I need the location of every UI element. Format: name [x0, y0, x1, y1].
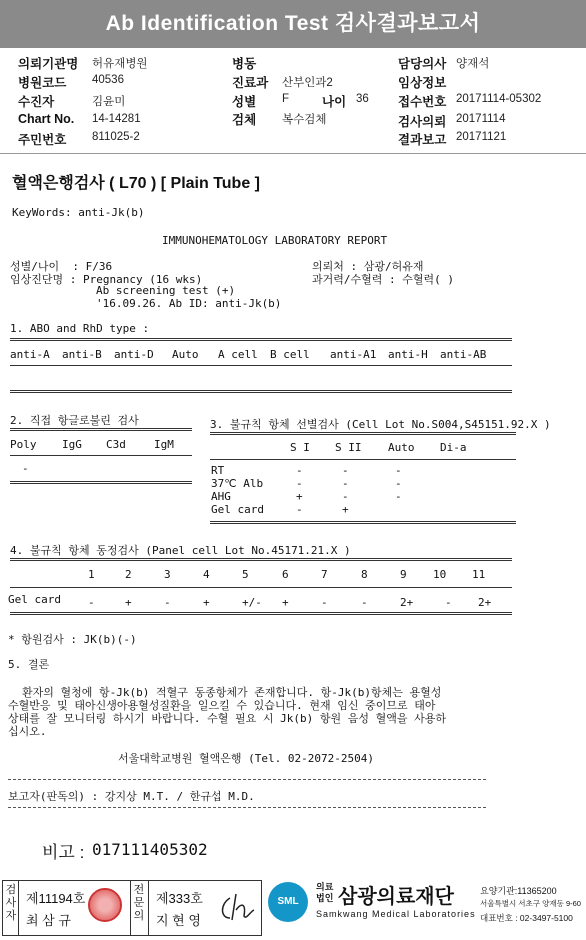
screen-row-label: 37℃ Alb: [211, 477, 264, 490]
inspector-label: 검사자: [5, 884, 17, 922]
divider: [10, 428, 192, 431]
panel-title: 4. 불규칙 항체 동정검사 (Panel cell Lot No.45171.21.X ): [10, 544, 351, 557]
screen-row-cell: -: [342, 490, 349, 503]
ab-id-line: '16.09.26. Ab ID: anti-Jk(b): [96, 297, 282, 310]
age-value: 36: [356, 93, 369, 105]
panel-header-cell: 1: [88, 568, 95, 581]
screen-header-cell: S I: [290, 441, 310, 454]
ab-screen-line: Ab screening test (+): [96, 284, 236, 297]
history-line: 과거력/수혈력 : 수혈력( ): [312, 273, 454, 286]
screen-row-cell: -: [395, 477, 402, 490]
resident-label: 주민번호: [18, 133, 67, 147]
panel-value-cell: -: [321, 596, 328, 609]
ward-label: 병동: [232, 57, 257, 71]
seal-icon: [88, 888, 122, 922]
specimen-value: 복수검체: [282, 114, 327, 126]
specialist-name: 지 현 영: [156, 913, 201, 928]
conclusion-line: 수혈반응 및 태아신생아용혈성질환을 일으킬 수 있습니다. 현재 임신 중이므로 태아: [8, 699, 436, 712]
conclusion-line: 십시오.: [8, 725, 47, 738]
specialist-no: 제333호: [156, 891, 203, 906]
keywords: KeyWords: anti-Jk(b): [12, 206, 145, 219]
sml-logo-icon: SML: [268, 882, 308, 922]
abo-header-cell: anti-H: [388, 348, 428, 361]
dat-value: -: [22, 462, 29, 475]
panel-value-cell: +/-: [242, 596, 262, 609]
panel-value-cell: +: [282, 596, 289, 609]
abo-header-cell: anti-D: [114, 348, 154, 361]
panel-header-cell: 7: [321, 568, 328, 581]
divider: [130, 880, 131, 936]
screen-row-label: RT: [211, 464, 225, 477]
resident-value: 811025-2: [92, 131, 140, 143]
footer: [0, 878, 586, 940]
divider: [210, 432, 516, 435]
dept-label: 진료과: [232, 76, 269, 90]
conclusion-title: 5. 결론: [8, 658, 50, 671]
divider: [8, 807, 486, 808]
report-heading: IMMUNOHEMATOLOGY LABORATORY REPORT: [162, 234, 388, 247]
abo-title: 1. ABO and RhD type :: [10, 322, 150, 335]
panel-value-cell: 2+: [400, 596, 414, 609]
panel-header-cell: 6: [282, 568, 289, 581]
dat-header-cell: IgG: [62, 438, 82, 451]
hospital-code-label: 병원코드: [18, 76, 67, 90]
org-small-2: 법인: [316, 893, 334, 903]
sex-age-line: 성별/나이 : F/36: [10, 260, 113, 273]
screen-header-cell: Di-a: [440, 441, 467, 454]
screen-row-cell: -: [342, 464, 349, 477]
screen-row-cell: -: [296, 503, 303, 516]
section-title: 혈액은행검사 ( L70 ) [ Plain Tube ]: [12, 175, 261, 192]
divider: [18, 880, 19, 936]
antigen-line: * 항원검사 : JK(b)(-): [8, 633, 137, 646]
doctor-label: 담당의사: [398, 57, 447, 71]
abo-header-cell: anti-AB: [440, 348, 487, 361]
screen-title: 3. 불규칙 항체 선별검사 (Cell Lot No.S004,S45151.92.X ): [210, 418, 551, 431]
panel-header-cell: 3: [164, 568, 171, 581]
screen-row-label: Gel card: [211, 503, 264, 516]
divider: [10, 587, 512, 588]
institution-value: 허유재병원: [92, 58, 148, 70]
divider: [10, 612, 512, 615]
reporter-line: 보고자(판독의) : 강지상 M.T. / 한규섭 M.D.: [8, 790, 255, 803]
org-info-2: 서울특별시 서초구 양재동 9-60: [480, 899, 581, 908]
dat-header-cell: C3d: [106, 438, 126, 451]
divider: [10, 558, 512, 561]
chart-label: Chart No.: [18, 112, 75, 126]
panel-value-cell: -: [164, 596, 171, 609]
diagnosis-line: 임상진단명 : Pregnancy (16 wks): [10, 273, 203, 286]
signature-icon: [216, 890, 256, 926]
report-date-value: 20171121: [456, 131, 507, 143]
patient-label: 수진자: [18, 95, 55, 109]
divider: [10, 365, 512, 366]
divider: [10, 455, 192, 456]
report-title: Ab Identification Test 검사결과보고서: [0, 0, 586, 48]
panel-header-cell: 9: [400, 568, 407, 581]
panel-value-cell: 2+: [478, 596, 492, 609]
panel-row-label: Gel card: [8, 593, 61, 606]
abo-header-cell: B cell: [270, 348, 310, 361]
abo-header-cell: anti-B: [62, 348, 102, 361]
abo-header-cell: anti-A1: [330, 348, 377, 361]
chart-value: 14-14281: [92, 113, 141, 125]
org-small-1: 의료: [316, 882, 334, 892]
panel-header-cell: 2: [125, 568, 132, 581]
org-name: 삼광의료재단: [338, 886, 454, 908]
report-date-label: 결과보고: [398, 133, 447, 147]
age-label: 나이: [322, 95, 347, 109]
abo-header-cell: A cell: [218, 348, 258, 361]
org-en: Samkwang Medical Laboratories: [316, 909, 476, 919]
sex-value: F: [282, 93, 290, 105]
clinical-label: 임상정보: [398, 76, 447, 90]
divider: [148, 880, 149, 936]
screen-row-cell: -: [296, 464, 303, 477]
screen-row-cell: -: [342, 477, 349, 490]
doctor-value: 양재석: [456, 58, 490, 70]
abo-header-cell: anti-A: [10, 348, 50, 361]
specimen-label: 검체: [232, 113, 257, 127]
divider: [210, 459, 516, 460]
remark-label: 비고 :: [42, 843, 85, 862]
lab-line: 서울대학교병원 혈액은행 (Tel. 02-2072-2504): [118, 752, 374, 765]
receipt-label: 접수번호: [398, 95, 447, 109]
panel-value-cell: +: [203, 596, 210, 609]
screen-row-cell: -: [296, 477, 303, 490]
divider: [8, 779, 486, 780]
abo-header-cell: Auto: [172, 348, 199, 361]
dat-title: 2. 직접 항글로불린 검사: [10, 414, 139, 427]
screen-row-cell: +: [342, 503, 349, 516]
request-label: 검사의뢰: [398, 115, 447, 129]
screen-row-cell: -: [395, 464, 402, 477]
receipt-value: 20171114-05302: [456, 93, 542, 105]
screen-header-cell: Auto: [388, 441, 415, 454]
conclusion-line: 환자의 혈청에 항-Jk(b) 적혈구 동종항체가 존재합니다. 항-Jk(b)항체는 용혈성: [22, 686, 442, 699]
divider: [10, 338, 512, 341]
remark-value: 017111405302: [92, 840, 208, 859]
hospital-code-value: 40536: [92, 74, 124, 86]
panel-value-cell: -: [445, 596, 452, 609]
screen-row-cell: -: [395, 490, 402, 503]
panel-header-cell: 4: [203, 568, 210, 581]
dat-header-cell: IgM: [154, 438, 174, 451]
screen-header-cell: S II: [335, 441, 362, 454]
panel-value-cell: +: [125, 596, 132, 609]
panel-header-cell: 8: [361, 568, 368, 581]
dept-value: 산부인과2: [282, 77, 333, 89]
panel-header-cell: 5: [242, 568, 249, 581]
org-info-1: 요양기관:11365200: [480, 886, 557, 896]
screen-row-label: AHG: [211, 490, 231, 503]
conclusion-line: 상태를 잘 모니터링 하시기 바랍니다. 수혈 필요 시 Jk(b) 항원 음성 혈액을 사용하: [8, 712, 446, 725]
panel-value-cell: -: [88, 596, 95, 609]
divider: [10, 481, 192, 484]
panel-value-cell: -: [361, 596, 368, 609]
inspector-no: 제11194호: [26, 891, 86, 906]
screen-row-cell: +: [296, 490, 303, 503]
sex-label: 성별: [232, 95, 257, 109]
divider: [10, 390, 512, 393]
org-info-3: 대표번호 : 02-3497-5100: [480, 913, 573, 923]
request-value: 20171114: [456, 113, 506, 125]
patient-value: 김윤미: [92, 96, 126, 108]
requester-line: 의뢰처 : 삼광/허유재: [312, 260, 424, 273]
institution-label: 의뢰기관명: [18, 57, 79, 71]
inspector-name: 최 삼 규: [26, 913, 71, 928]
panel-header-cell: 11: [472, 568, 486, 581]
divider: [210, 521, 516, 524]
patient-info-block: [0, 48, 586, 154]
dat-header-cell: Poly: [10, 438, 37, 451]
specialist-label: 전문의: [133, 884, 145, 922]
panel-header-cell: 10: [433, 568, 447, 581]
